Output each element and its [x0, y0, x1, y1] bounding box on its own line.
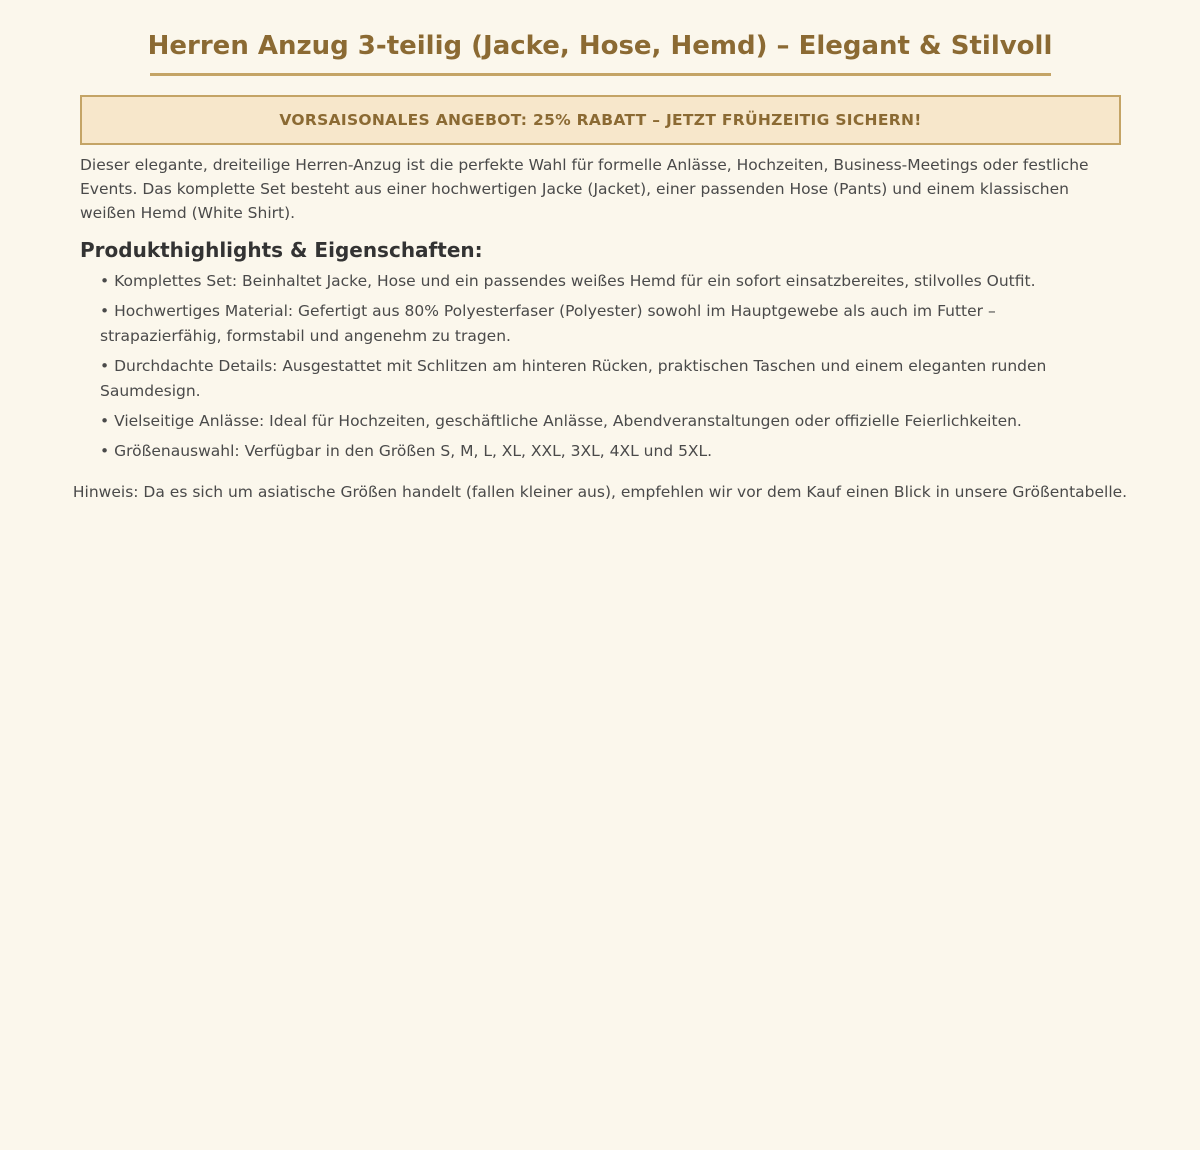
intro-paragraph: Dieser elegante, dreiteilige Herren-Anzug ist die perfekte Wahl für formelle Anlässe, Hochzeiten, Business-Meetings oder festliche Events. Das komplette Set besteht aus einer hochwertigen Jacke (Jacket), einer passenden Hose (Pants) und einem klassischen weißen Hemd (White Shirt). — [80, 156, 1089, 222]
highlights-list — [100, 269, 1110, 469]
offer-banner — [80, 95, 1121, 145]
size-note: Hinweis: Da es sich um asiatische Größen handelt (fallen kleiner aus), empfehlen wir vor dem Kauf einen Blick in unsere Größentabelle. — [72, 483, 1128, 501]
highlight-item-occasions: • Vielseitige Anlässe: Ideal für Hochzeiten, geschäftliche Anlässe, Abendveranstaltungen oder offizielle Feierlichkeiten. — [100, 412, 1022, 430]
highlights-heading: Produkthighlights & Eigenschaften: — [80, 238, 483, 262]
highlight-item-set: • Komplettes Set: Beinhaltet Jacke, Hose und ein passendes weißes Hemd für ein sofort einsatzbereites, stilvolles Outfit. — [100, 272, 1036, 290]
highlight-item-details: • Durchdachte Details: Ausgestattet mit Schlitzen am hinteren Rücken, praktischen Taschen und einem eleganten runden Saumdesign. — [100, 357, 1047, 400]
title-divider — [150, 73, 1051, 76]
page-title: Herren Anzug 3-teilig (Jacke, Hose, Hemd) – Elegant & Stilvoll — [147, 31, 1053, 61]
offer-text: VORSAISONALES ANGEBOT: 25% RABATT – JETZT FRÜHZEITIG SICHERN! — [279, 111, 922, 129]
highlight-item-material: • Hochwertiges Material: Gefertigt aus 80% Polyesterfaser (Polyester) sowohl im Hauptgewebe als auch im Futter – strapazierfähig, formstabil und angenehm zu tragen. — [100, 302, 996, 345]
highlight-item-sizes: • Größenauswahl: Verfügbar in den Größen S, M, L, XL, XXL, 3XL, 4XL und 5XL. — [100, 442, 713, 460]
